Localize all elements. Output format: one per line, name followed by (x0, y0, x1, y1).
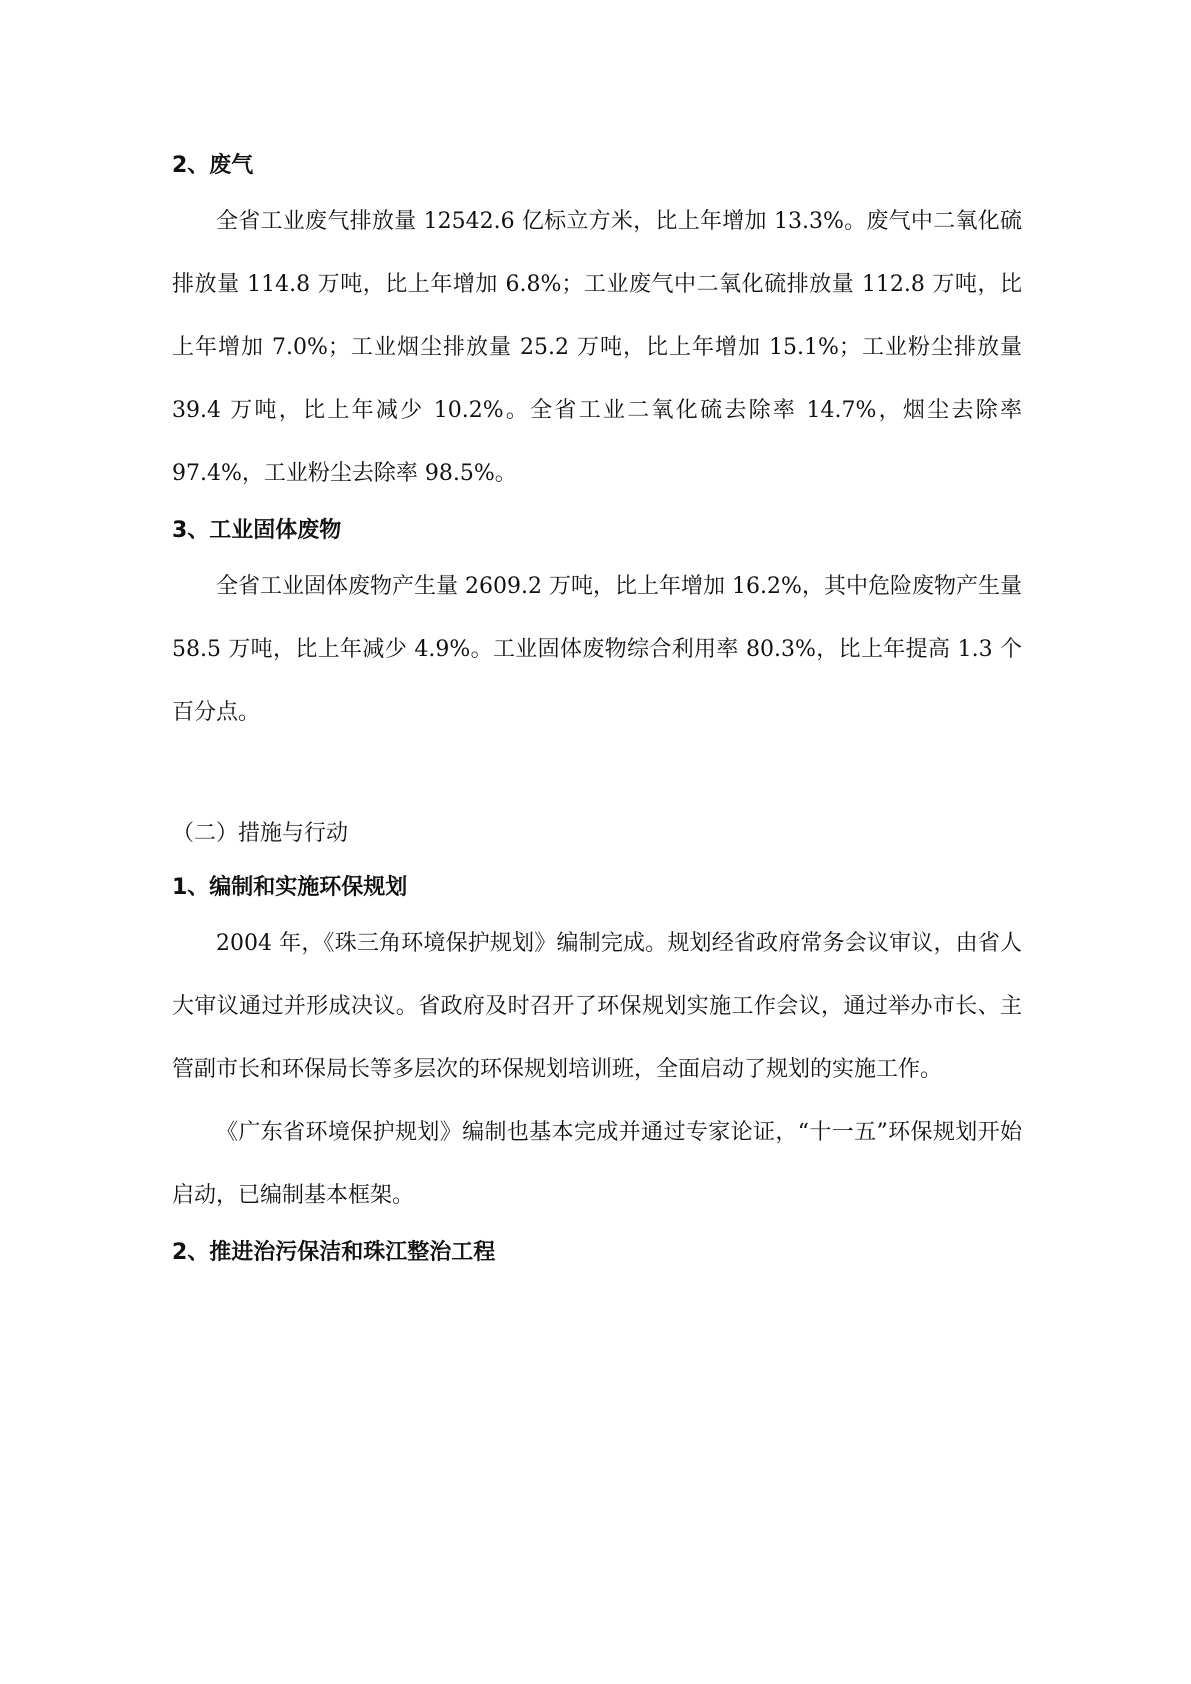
section-title-measures: （二）措施与行动 (172, 821, 349, 846)
paragraph-prd-plan: 2004 年，《珠三角环境保护规划》编制完成。规划经省政府常务会议审议，由省人大审议通过并形成决议。省政府及时召开了环保规划实施工作会议，通过举办市长、主管副市长和环保局长等多层次的环保规划培训班，全面启动了规划的实施工作。 (172, 931, 1022, 1082)
heading-pollution-control: 2、推进治污保洁和珠江整治工程 (172, 1240, 496, 1265)
heading-industrial-solid-waste: 3、工业固体废物 (172, 518, 342, 543)
paragraph-industrial-solid-waste: 全省工业固体废物产生量 2609.2 万吨，比上年增加 16.2%，其中危险废物产生量 58.5 万吨，比上年减少 4.9%。工业固体废物综合利用率 80.3%，比上年提高 1.3 个百分点。 (172, 574, 1022, 725)
paragraph-waste-gas: 全省工业废气排放量 12542.6 亿标立方米，比上年增加 13.3%。废气中二氧化硫排放量 114.8 万吨，比上年增加 6.8%；工业废气中二氧化硫排放量 112.8 万吨，比上年增加 7.0%；工业烟尘排放量 25.2 万吨，比上年增加 15.1%；工业粉尘排放量 39.4 万吨，比上年减少 10.2%。全省工业二氧化硫去除率 14.7%，烟尘去除率 97.4%，工业粉尘去除率 98.5%。 (172, 209, 1022, 486)
paragraph-provincial-plan: 《广东省环境保护规划》编制也基本完成并通过专家论证，“十一五”环保规划开始启动，已编制基本框架。 (172, 1120, 1022, 1208)
heading-waste-gas: 2、废气 (172, 153, 254, 178)
document-content (172, 150, 1022, 1269)
heading-environmental-planning: 1、编制和实施环保规划 (172, 875, 408, 900)
